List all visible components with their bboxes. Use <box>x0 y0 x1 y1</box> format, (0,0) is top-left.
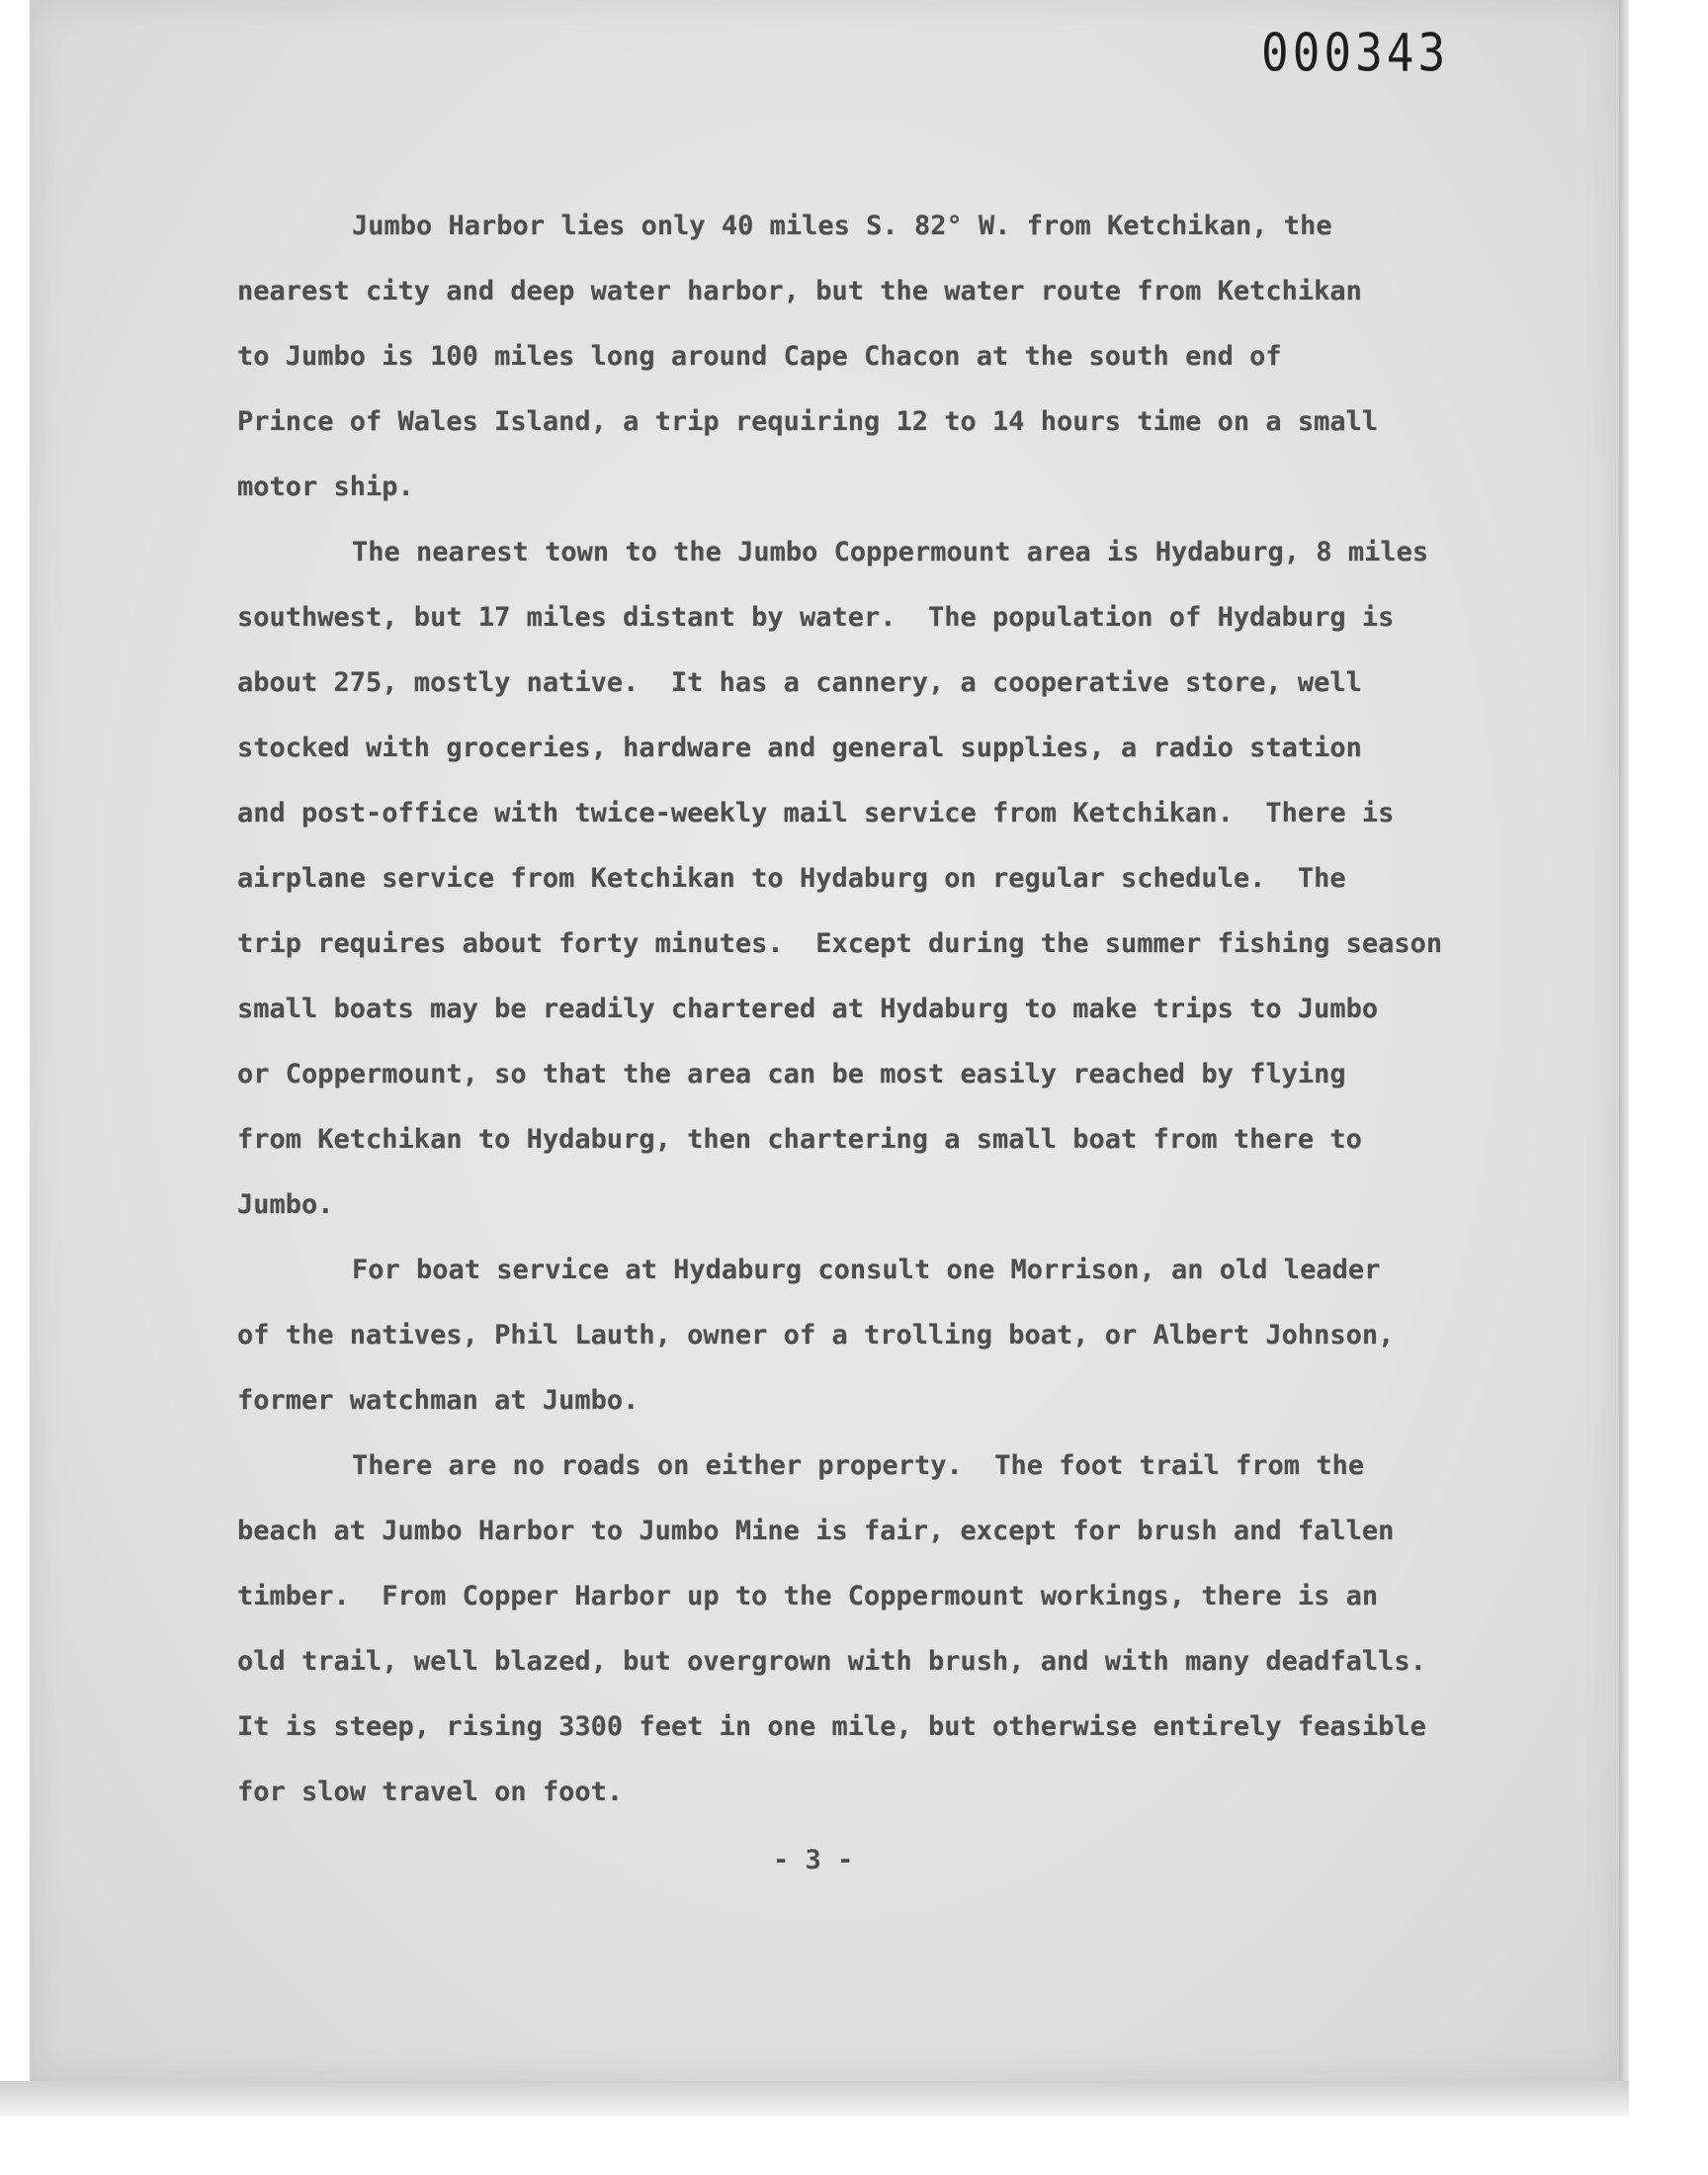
text-line: former watchman at Jumbo. <box>237 1385 640 1416</box>
text-line: about 275, mostly native. It has a cannery, a cooperative store, well <box>237 667 1362 698</box>
text-line: nearest city and deep water harbor, but the water route from Ketchikan <box>237 276 1362 306</box>
page-number: - 3 - <box>773 1845 854 1875</box>
document-stamp-number: 000343 <box>1261 22 1450 84</box>
text-line: It is steep, rising 3300 feet in one mile, but otherwise entirely feasible <box>237 1711 1426 1742</box>
text-line: There are no roads on either property. The foot trail from the <box>352 1450 1365 1481</box>
text-line: or Coppermount, so that the area can be most easily reached by flying <box>237 1059 1346 1089</box>
text-line: for slow travel on foot. <box>237 1777 624 1807</box>
text-line: The nearest town to the Jumbo Coppermount area is Hydaburg, 8 miles <box>352 537 1429 567</box>
text-line: and post-office with twice-weekly mail service from Ketchikan. There is <box>237 798 1395 828</box>
text-line: timber. From Copper Harbor up to the Coppermount workings, there is an <box>237 1581 1379 1611</box>
text-line: Jumbo. <box>237 1189 334 1220</box>
document-body <box>237 194 1493 1825</box>
text-line: small boats may be readily chartered at Hydaburg to make trips to Jumbo <box>237 994 1379 1024</box>
text-line: of the natives, Phil Lauth, owner of a trolling boat, or Albert Johnson, <box>237 1320 1395 1350</box>
page-edge-shadow <box>1619 0 1629 2116</box>
text-line: Jumbo Harbor lies only 40 miles S. 82° W. from Ketchikan, the <box>352 211 1332 241</box>
text-line: to Jumbo is 100 miles long around Cape Chacon at the south end of <box>237 341 1282 372</box>
text-line: stocked with groceries, hardware and general supplies, a radio station <box>237 733 1362 763</box>
page-bottom-edge <box>0 2081 1629 2116</box>
text-line: For boat service at Hydaburg consult one Morrison, an old leader <box>352 1255 1381 1285</box>
text-line: from Ketchikan to Hydaburg, then chartering a small boat from there to <box>237 1124 1362 1155</box>
text-line: motor ship. <box>237 472 414 502</box>
text-line: old trail, well blazed, but overgrown with brush, and with many deadfalls. <box>237 1646 1426 1677</box>
text-line: trip requires about forty minutes. Except during the summer fishing season <box>237 928 1443 959</box>
text-line: southwest, but 17 miles distant by water. The population of Hydaburg is <box>237 602 1395 633</box>
text-line: airplane service from Ketchikan to Hydaburg on regular schedule. The <box>237 863 1346 894</box>
text-line: Prince of Wales Island, a trip requiring 12 to 14 hours time on a small <box>237 406 1379 437</box>
text-line: beach at Jumbo Harbor to Jumbo Mine is fair, except for brush and fallen <box>237 1516 1395 1546</box>
